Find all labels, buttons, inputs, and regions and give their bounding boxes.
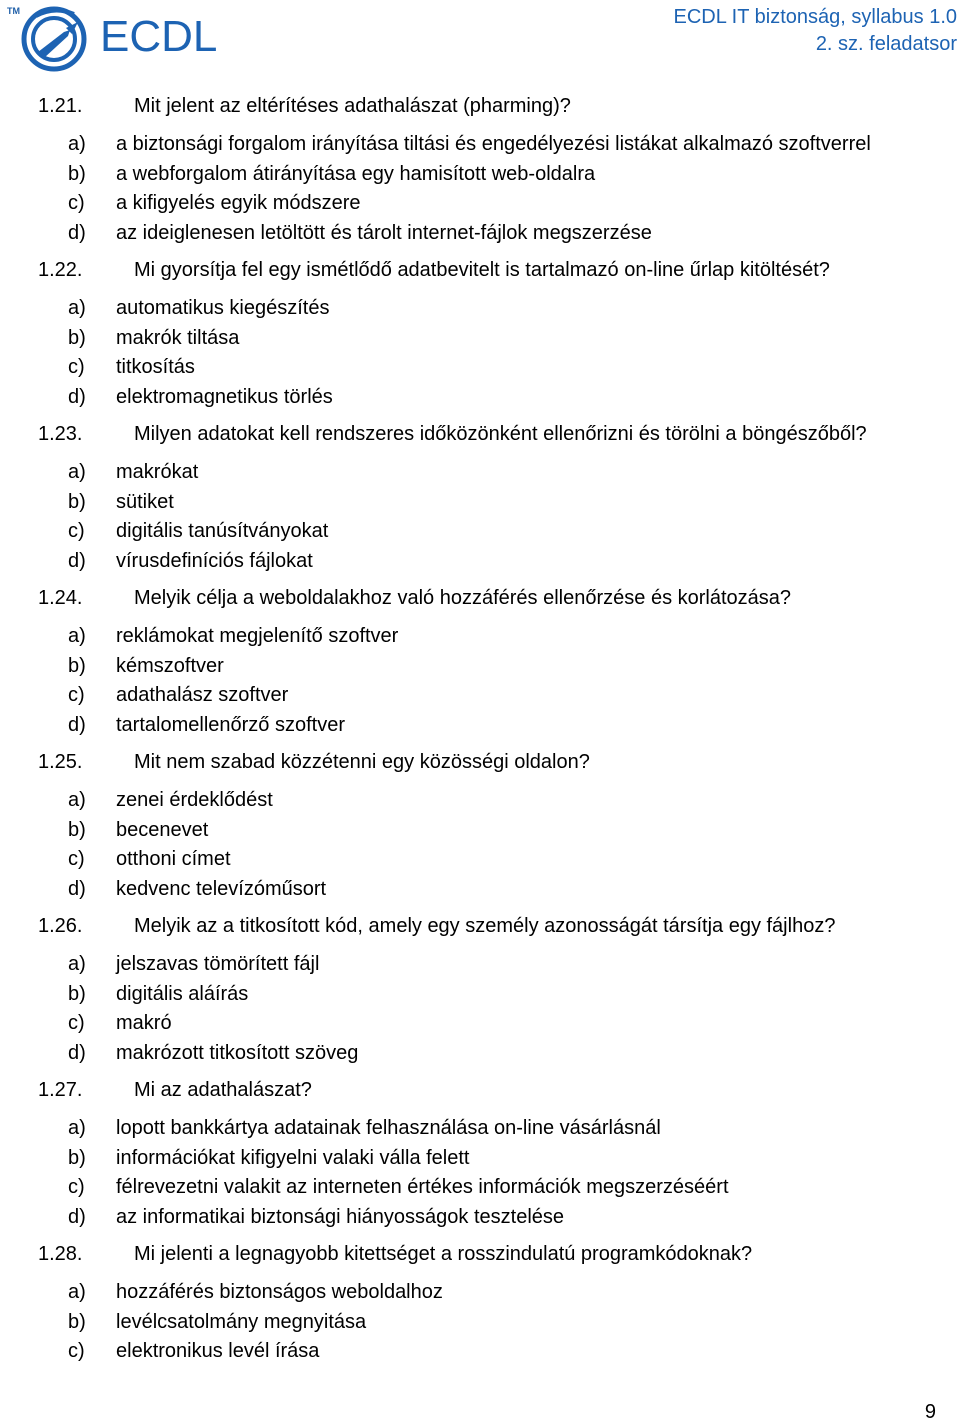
answer-letter: b)	[68, 326, 86, 349]
answer-text: kedvenc televízóműsort	[116, 877, 327, 900]
answer-text: makró	[116, 1012, 172, 1034]
answer-option	[0, 1173, 960, 1203]
answer-text: elektromagnetikus törlés	[116, 385, 333, 408]
answer-letter: d)	[68, 1205, 86, 1228]
answer-option	[0, 160, 960, 190]
answer-option	[0, 1308, 960, 1338]
answer-option	[0, 1009, 960, 1039]
answer-option	[0, 786, 960, 816]
answer-letter: a)	[68, 461, 86, 483]
question-number: 1.25.	[38, 751, 83, 773]
answer-text: a webforgalom átirányítása egy hamisított web-oldalra	[116, 162, 596, 185]
answer-text: az ideiglenesen letöltött és tárolt internet-fájlok megszerzése	[116, 221, 652, 244]
answer-option	[0, 458, 960, 488]
answer-letter: a)	[68, 297, 86, 319]
answer-letter: c)	[68, 520, 85, 542]
answer-text: elektronikus levél írása	[116, 1340, 320, 1362]
question-text: Mi az adathalászat?	[134, 1079, 312, 1101]
answer-list	[0, 452, 960, 580]
question	[0, 88, 960, 124]
answer-letter: d)	[68, 549, 86, 572]
answer-letter: b)	[68, 982, 86, 1005]
answer-letter: c)	[68, 848, 85, 870]
question-text: Mit jelent az eltérítéses adathalászat (pharming)?	[134, 95, 571, 117]
question	[0, 416, 960, 452]
question	[0, 744, 960, 780]
answer-text: kémszoftver	[116, 654, 224, 677]
question	[0, 580, 960, 616]
answer-letter: a)	[68, 625, 86, 647]
answer-text: digitális aláírás	[116, 982, 249, 1005]
question-number: 1.27.	[38, 1079, 83, 1101]
answer-text: sütiket	[116, 490, 174, 513]
ecdl-logo	[4, 0, 224, 72]
page-header	[0, 0, 960, 78]
answer-letter: b)	[68, 1146, 86, 1169]
answer-text: hozzáférés biztonságos weboldalhoz	[116, 1281, 443, 1303]
answer-option	[0, 1337, 960, 1367]
answer-option	[0, 353, 960, 383]
answer-option	[0, 845, 960, 875]
answer-letter: a)	[68, 133, 86, 155]
answer-option	[0, 1114, 960, 1144]
answer-option	[0, 622, 960, 652]
answer-letter: d)	[68, 221, 86, 244]
answer-letter: d)	[68, 713, 86, 736]
page-number: 9	[924, 1401, 936, 1423]
question	[0, 908, 960, 944]
question-text: Melyik célja a weboldalakhoz való hozzáférés ellenőrzése és korlátozása?	[134, 587, 792, 609]
question-number: 1.26.	[38, 915, 83, 937]
answer-letter: a)	[68, 1117, 86, 1139]
answer-option	[0, 1278, 960, 1308]
answer-letter: c)	[68, 1176, 85, 1198]
answer-text: reklámokat megjelenítő szoftver	[116, 625, 399, 647]
question-list	[0, 88, 960, 1371]
question-number: 1.23.	[38, 423, 83, 445]
answer-text: makrózott titkosított szöveg	[116, 1041, 359, 1064]
answer-option	[0, 681, 960, 711]
answer-letter: c)	[68, 1012, 85, 1034]
question-number: 1.24.	[38, 587, 83, 609]
answer-letter: b)	[68, 654, 86, 677]
answer-option	[0, 980, 960, 1010]
question	[0, 1236, 960, 1272]
answer-text: zenei érdeklődést	[116, 789, 273, 811]
answer-list	[0, 1272, 960, 1371]
answer-text: a kifigyelés egyik módszere	[116, 192, 361, 214]
document-subtitle: 2. sz. feladatsor	[815, 33, 957, 55]
question-number: 1.22.	[38, 259, 83, 281]
question	[0, 252, 960, 288]
answer-option	[0, 1203, 960, 1233]
answer-option	[0, 517, 960, 547]
answer-option	[0, 324, 960, 354]
answer-option	[0, 1039, 960, 1069]
answer-letter: c)	[68, 356, 85, 378]
answer-text: digitális tanúsítványokat	[116, 520, 329, 542]
answer-text: vírusdefiníciós fájlokat	[116, 549, 313, 572]
question	[0, 1072, 960, 1108]
question-text: Mi jelenti a legnagyobb kitettséget a rosszindulatú programkódoknak?	[134, 1243, 753, 1265]
answer-option	[0, 711, 960, 741]
answer-option	[0, 383, 960, 413]
answer-option	[0, 130, 960, 160]
document-title: ECDL IT biztonság, syllabus 1.0	[673, 6, 957, 28]
answer-option	[0, 652, 960, 682]
answer-letter: b)	[68, 818, 86, 841]
answer-letter: d)	[68, 385, 86, 408]
answer-option	[0, 189, 960, 219]
answer-text: makrók tiltása	[116, 326, 240, 349]
question-text: Melyik az a titkosított kód, amely egy személy azonosságát társítja egy fájlhoz?	[134, 915, 836, 937]
answer-text: otthoni címet	[116, 848, 231, 870]
answer-option	[0, 875, 960, 905]
answer-option	[0, 1144, 960, 1174]
question-number: 1.28.	[38, 1243, 83, 1265]
answer-text: információkat kifigyelni valaki válla felett	[116, 1146, 470, 1169]
answer-text: adathalász szoftver	[116, 684, 289, 706]
answer-text: az informatikai biztonsági hiányosságok tesztelése	[116, 1205, 565, 1228]
answer-letter: c)	[68, 192, 85, 214]
answer-letter: b)	[68, 490, 86, 513]
logo-wordmark: ECDL	[100, 12, 218, 61]
answer-letter: d)	[68, 877, 86, 900]
answer-letter: a)	[68, 953, 86, 975]
answer-option	[0, 294, 960, 324]
answer-letter: d)	[68, 1041, 86, 1064]
answer-text: lopott bankkártya adatainak felhasználása on-line vásárlásnál	[116, 1117, 661, 1139]
trademark-mark: TM	[7, 6, 20, 16]
answer-option	[0, 547, 960, 577]
question-text: Milyen adatokat kell rendszeres időközönként ellenőrizni és törölni a böngészőből?	[134, 423, 867, 445]
answer-text: jelszavas tömörített fájl	[116, 953, 320, 975]
question-text: Mi gyorsítja fel egy ismétlődő adatbevitelt is tartalmazó on-line űrlap kitöltését?	[134, 259, 830, 281]
answer-text: a biztonsági forgalom irányítása tiltási és engedélyezési listákat alkalmazó szoftverrel	[116, 133, 871, 155]
answer-list	[0, 288, 960, 416]
answer-text: becenevet	[116, 818, 209, 841]
answer-text: automatikus kiegészítés	[116, 297, 330, 319]
answer-letter: b)	[68, 162, 86, 185]
answer-list	[0, 944, 960, 1072]
answer-letter: c)	[68, 684, 85, 706]
answer-text: félrevezetni valakit az interneten értékes információk megszerzéséért	[116, 1176, 729, 1198]
answer-letter: a)	[68, 789, 86, 811]
answer-text: titkosítás	[116, 356, 195, 378]
answer-text: levélcsatolmány megnyitása	[116, 1310, 367, 1333]
answer-text: makrókat	[116, 461, 199, 483]
answer-letter: a)	[68, 1281, 86, 1303]
question-number: 1.21.	[38, 95, 83, 117]
answer-list	[0, 1108, 960, 1236]
ecdl-globe-icon	[14, 2, 94, 74]
answer-option	[0, 219, 960, 249]
answer-list	[0, 780, 960, 908]
answer-option	[0, 488, 960, 518]
answer-option	[0, 950, 960, 980]
answer-list	[0, 124, 960, 252]
answer-option	[0, 816, 960, 846]
answer-letter: b)	[68, 1310, 86, 1333]
answer-list	[0, 616, 960, 744]
answer-letter: c)	[68, 1340, 85, 1362]
answer-text: tartalomellenőrző szoftver	[116, 713, 345, 736]
document-title-block	[674, 4, 957, 58]
question-text: Mit nem szabad közzétenni egy közösségi oldalon?	[134, 751, 590, 773]
